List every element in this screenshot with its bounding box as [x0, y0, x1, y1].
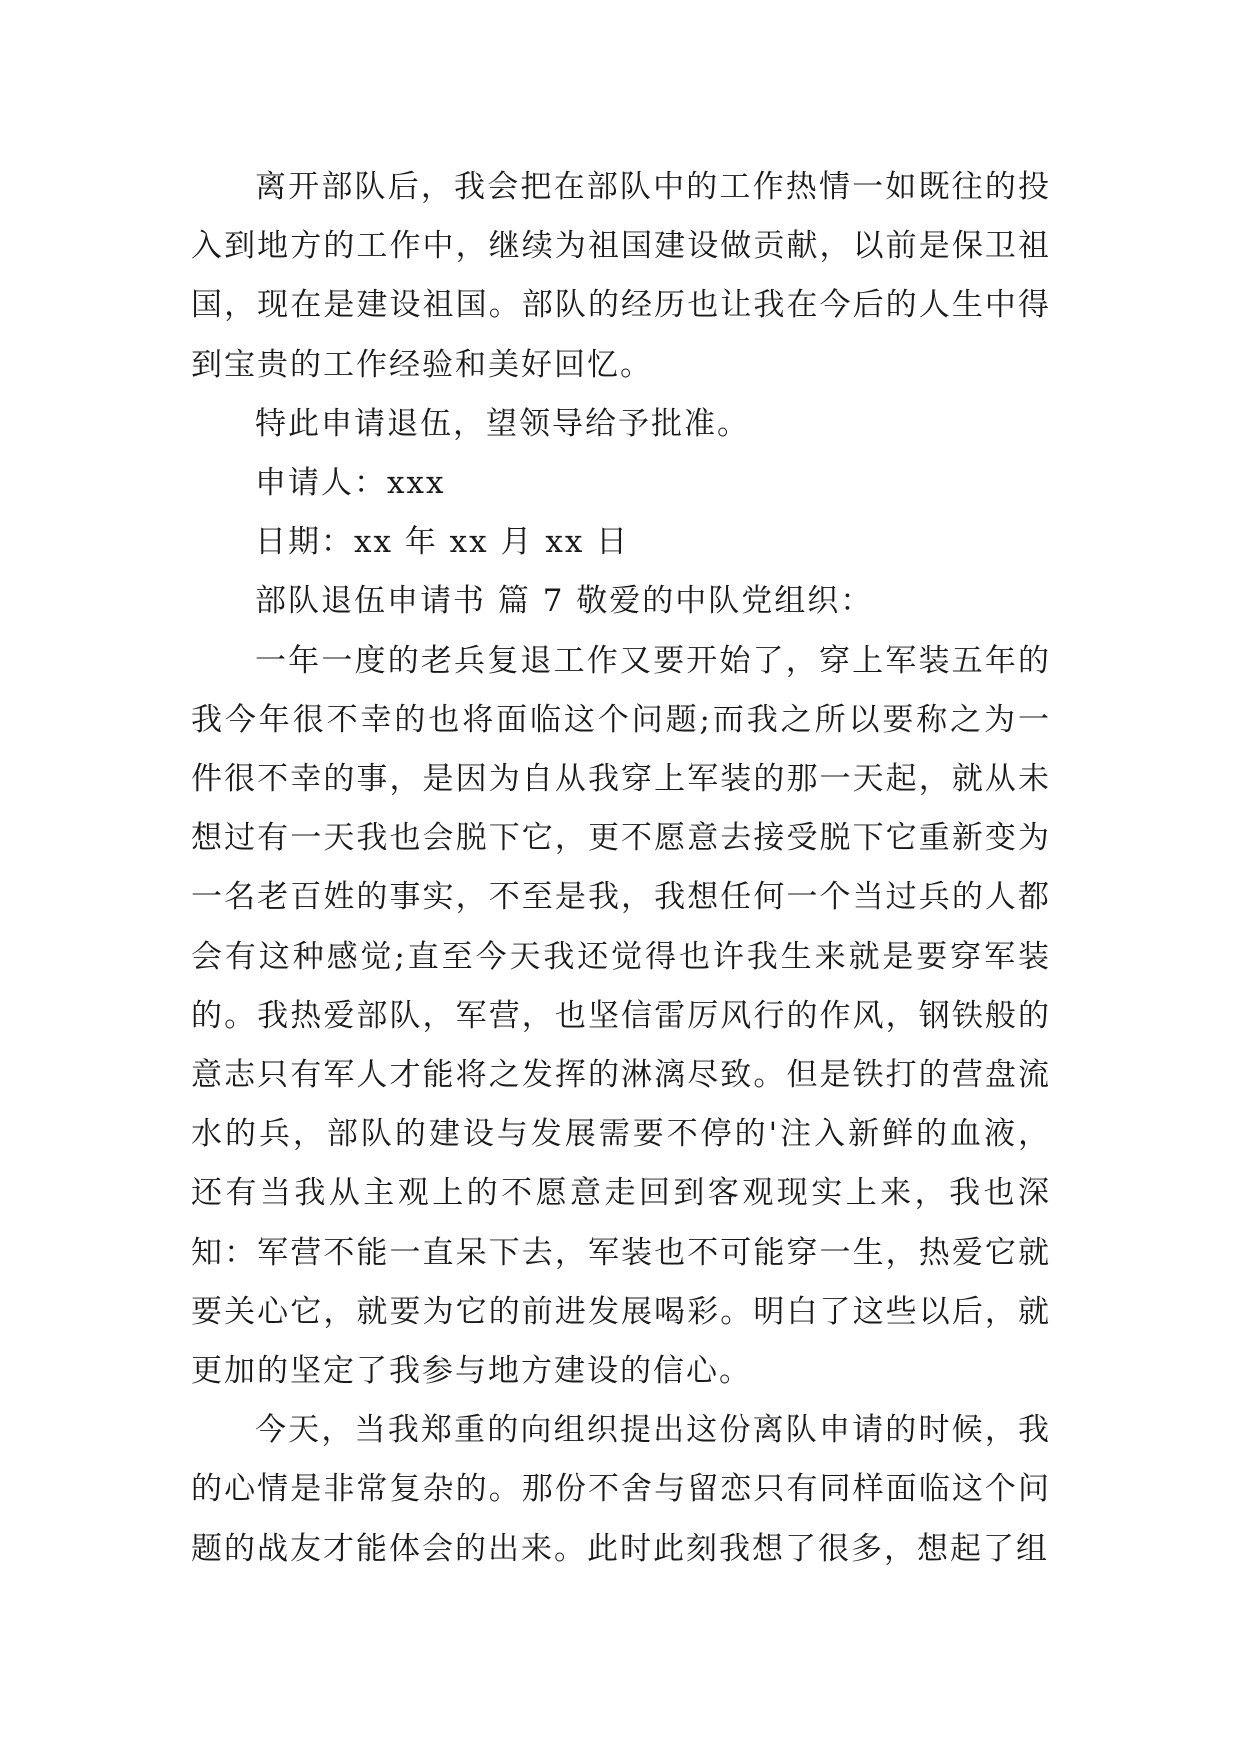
- date-line: 日期：xx 年 xx 月 xx 日: [255, 524, 630, 561]
- applicant-line: 申请人：xxx: [255, 465, 446, 502]
- paragraph-after-leaving: 离开部队后，我会把在部队中的工作热情一如既往的投入到地方的工作中，继续为祖国建设做贡献，以前是保卫祖国，现在是建设祖国。部队的经历也让我在今后的人生中得到宝贵的工作经验和美好回忆。: [191, 169, 1051, 383]
- section-heading-letter-7: 部队退伍申请书 篇 7 敬爱的中队党组织：: [255, 583, 874, 620]
- paragraph-annual-discharge: 一年一度的老兵复退工作又要开始了，穿上军装五年的我今年很不幸的也将面临这个问题;而我之所以要称之为一件很不幸的事，是因为自从我穿上军装的那一天起，就从未想过有一天我也会脱下它，更不愿意去接受脱下它重新变为一名老百姓的事实，不至是我，我想任何一个当过兵的人都会有这种感觉;直至今天我还觉得也许我生来就是要穿军装的。我热爱部队，军营，也坚信雷厉风行的作风，钢铁般的意志只有军人才能将之发挥的淋漓尽致。但是铁打的营盘流水的兵，部队的建设与发展需要不停的'注入新鲜的血液，还有当我从主观上的不愿意走回到客观现实上来，我也深知：军营不能一直呆下去，军装也不可能穿一生，热爱它就要关心它，就要为它的前进发展喝彩。明白了这些以后，就更加的坚定了我参与地方建设的信心。: [191, 642, 1051, 1390]
- paragraph-today: 今天，当我郑重的向组织提出这份离队申请的时候，我的心情是非常复杂的。那份不舍与留恋只有同样面临这个问题的战友才能体会的出来。此时此刻我想了很多，想起了组: [191, 1412, 1051, 1567]
- paragraph-request-approval: 特此申请退伍，望领导给予批准。: [255, 405, 750, 442]
- document-body: [191, 158, 1051, 1579]
